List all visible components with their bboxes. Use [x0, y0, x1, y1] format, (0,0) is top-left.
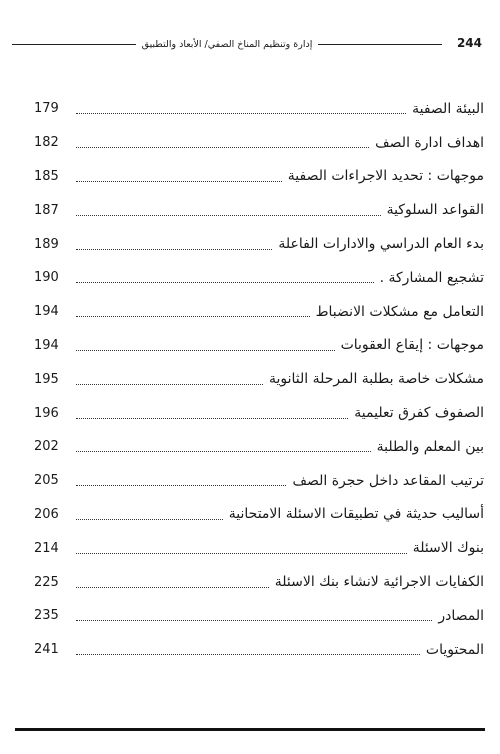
dot-leader — [76, 553, 407, 554]
toc-entry-title: بنوك الاسئلة — [412, 540, 484, 557]
footer-rule — [15, 728, 485, 731]
toc-entry-title: مشكلات خاصة بطلبة المرحلة الثانوية — [268, 371, 484, 388]
dot-leader — [76, 147, 369, 148]
dot-leader — [76, 451, 371, 452]
toc-entry — [34, 464, 484, 498]
toc-entry-page: 235 — [34, 608, 59, 624]
toc-entry — [34, 329, 484, 363]
toc-entry — [34, 396, 484, 430]
running-title: إدارة وتنظيم المناخ الصفي/ الأبعاد والتطبيق — [141, 38, 313, 50]
toc-entry-page: 185 — [34, 168, 59, 184]
toc-entry-title: بدء العام الدراسي والادارات الفاعلة — [278, 236, 484, 253]
toc-entry — [34, 599, 484, 633]
dot-leader — [76, 316, 310, 317]
dot-leader — [76, 587, 269, 588]
toc-entry-page: 225 — [34, 574, 59, 590]
toc-entry-page: 182 — [34, 135, 59, 151]
toc-entry-page: 202 — [34, 439, 59, 455]
dot-leader — [76, 418, 348, 419]
dot-leader — [76, 485, 286, 486]
running-title-bar — [12, 36, 442, 52]
toc-entry-title: التعامل مع مشكلات الانضباط — [315, 303, 484, 320]
toc-entry-title: تشجيع المشاركة . — [379, 269, 484, 286]
toc-entry — [34, 295, 484, 329]
dot-leader — [76, 350, 335, 351]
toc-entry-title: الكفايات الاجرائية لانشاء بنك الاسئلة — [274, 574, 484, 591]
toc-entry-page: 241 — [34, 642, 59, 658]
header-rule-right — [318, 44, 442, 45]
dot-leader — [76, 249, 272, 250]
toc-entry — [34, 126, 484, 160]
toc-entry — [34, 160, 484, 194]
page-number: 244 — [456, 36, 482, 50]
toc-entry-title: موجهات : تحديد الاجراءات الصفية — [287, 168, 484, 185]
toc-entry — [34, 362, 484, 396]
toc-entry-title: المحتويات — [425, 641, 484, 658]
toc-entry-page: 206 — [34, 506, 59, 522]
toc-entry — [34, 531, 484, 565]
dot-leader — [76, 113, 406, 114]
dot-leader — [76, 384, 263, 385]
dot-leader — [76, 620, 432, 621]
page-header — [12, 36, 482, 54]
toc-entry-page: 194 — [34, 337, 59, 353]
dot-leader — [76, 519, 223, 520]
toc-entry-page: 189 — [34, 236, 59, 252]
header-rule-left — [12, 44, 136, 45]
toc-entry-title: اهداف ادارة الصف — [375, 134, 484, 151]
toc-entry-page: 205 — [34, 473, 59, 489]
toc-entry — [34, 193, 484, 227]
toc-entry-page: 194 — [34, 304, 59, 320]
dot-leader — [76, 215, 381, 216]
table-of-contents — [34, 92, 484, 667]
toc-entry-title: ترتيب المقاعد داخل حجرة الصف — [292, 472, 484, 489]
toc-entry-page: 187 — [34, 202, 59, 218]
toc-entry-page: 214 — [34, 540, 59, 556]
toc-entry-title: بين المعلم والطلبة — [376, 438, 484, 455]
toc-entry-title: القواعد السلوكية — [386, 202, 484, 219]
toc-entry-title: الصفوف كفرق تعليمية — [354, 405, 484, 422]
toc-entry — [34, 261, 484, 295]
toc-entry-title: البيئة الصفية — [412, 100, 484, 117]
toc-entry-page: 196 — [34, 405, 59, 421]
toc-entry — [34, 227, 484, 261]
toc-entry-title: موجهات : إيقاع العقوبات — [340, 337, 484, 354]
toc-entry-page: 190 — [34, 270, 59, 286]
toc-entry-page: 195 — [34, 371, 59, 387]
toc-entry — [34, 633, 484, 667]
toc-entry-title: أساليب حديثة في تطبيقات الاسئلة الامتحانية — [228, 506, 484, 523]
dot-leader — [76, 181, 282, 182]
toc-entry-page: 179 — [34, 101, 59, 117]
dot-leader — [76, 282, 374, 283]
dot-leader — [76, 654, 420, 655]
toc-entry — [34, 92, 484, 126]
toc-entry — [34, 498, 484, 532]
toc-entry — [34, 565, 484, 599]
toc-entry — [34, 430, 484, 464]
toc-entry-title: المصادر — [438, 607, 484, 624]
